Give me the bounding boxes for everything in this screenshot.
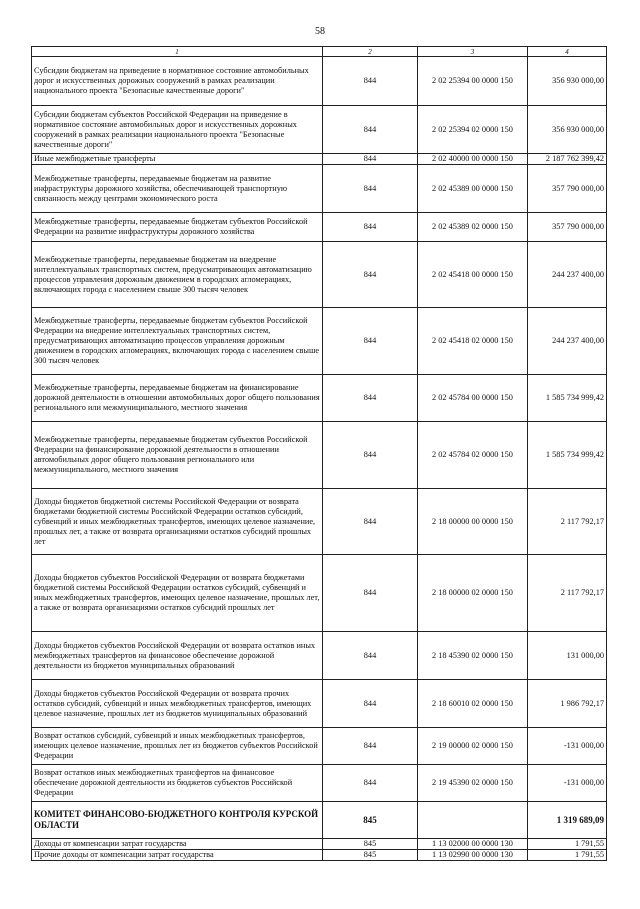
table-header-row	[32, 47, 607, 57]
table-row	[32, 802, 607, 839]
row-name-cell: Межбюджетные трансферты, передаваемые бюджетам субъектов Российской Федерации на финансирование дорожной деятельности в отношении автомобильных дорог общего пользования регионального или межмуниципального, местного значения	[32, 422, 323, 489]
header-col-3: 3	[418, 47, 528, 57]
table-row	[32, 765, 607, 802]
table-row	[32, 213, 607, 242]
row-name-cell: Доходы бюджетов субъектов Российской Федерации от возврата прочих остатков субсидий, субвенций и иных межбюджетных трансфертов, имеющих целевое назначение, прошлых лет из бюджетов муниципальных образований	[32, 680, 323, 728]
table-row	[32, 728, 607, 765]
row-amount-cell: 1 791,55	[528, 839, 607, 850]
row-admin-cell: 844	[323, 165, 418, 213]
row-code-cell: 2 18 60010 02 0000 150	[418, 680, 528, 728]
row-code-cell: 2 02 45389 00 0000 150	[418, 165, 528, 213]
row-amount-cell: 1 319 689,09	[528, 802, 607, 839]
row-code-cell: 1 13 02990 00 0000 130	[418, 850, 528, 861]
row-admin-cell: 844	[323, 375, 418, 422]
row-amount-cell: 2 117 792,17	[528, 489, 607, 555]
table-row	[32, 632, 607, 680]
row-amount-cell: 357 790 000,00	[528, 165, 607, 213]
row-admin-cell: 844	[323, 632, 418, 680]
row-name-cell: Межбюджетные трансферты, передаваемые бюджетам субъектов Российской Федерации на внедрение интеллектуальных транспортных систем, предусматривающих автоматизацию процессов управления дорожным движением в городских агломерациях, включающих города с населением свыше 300 тысяч человек	[32, 308, 323, 375]
row-code-cell: 2 02 25394 02 0000 150	[418, 106, 528, 154]
revenue-table	[31, 46, 607, 861]
row-admin-cell: 844	[323, 57, 418, 106]
row-amount-cell: -131 000,00	[528, 728, 607, 765]
row-amount-cell: 357 790 000,00	[528, 213, 607, 242]
row-name-cell: Доходы бюджетов бюджетной системы Российской Федерации от возврата бюджетами бюджетной системы Российской Федерации остатков субсидий, субвенций и иных межбюджетных трансфертов, имеющих целевое назначение, прошлых лет, а также от возврата организациями остатков субсидий прошлых лет	[32, 489, 323, 555]
row-code-cell: 2 19 00000 02 0000 150	[418, 728, 528, 765]
row-amount-cell: 1 585 734 999,42	[528, 375, 607, 422]
row-amount-cell: 356 930 000,00	[528, 57, 607, 106]
table-row	[32, 839, 607, 850]
header-col-4: 4	[528, 47, 607, 57]
table-row	[32, 165, 607, 213]
row-name-cell: Возврат остатков субсидий, субвенций и иных межбюджетных трансфертов, имеющих целевое назначение, прошлых лет из бюджетов субъектов Российской Федерации	[32, 728, 323, 765]
row-admin-cell: 844	[323, 680, 418, 728]
row-code-cell: 2 02 40000 00 0000 150	[418, 154, 528, 165]
row-admin-cell: 844	[323, 154, 418, 165]
row-admin-cell: 844	[323, 422, 418, 489]
row-amount-cell: 2 117 792,17	[528, 555, 607, 632]
row-code-cell: 2 02 25394 00 0000 150	[418, 57, 528, 106]
row-admin-cell: 845	[323, 850, 418, 861]
row-code-cell: 2 02 45389 02 0000 150	[418, 213, 528, 242]
row-code-cell: 1 13 02000 00 0000 130	[418, 839, 528, 850]
row-code-cell: 2 02 45784 02 0000 150	[418, 422, 528, 489]
row-name-cell: Субсидии бюджетам на приведение в нормативное состояние автомобильных дорог и искусственных дорожных сооружений в рамках реализации национального проекта "Безопасные качественные дороги"	[32, 57, 323, 106]
row-code-cell: 2 18 00000 02 0000 150	[418, 555, 528, 632]
row-name-cell: Прочие доходы от компенсации затрат государства	[32, 850, 323, 861]
row-name-cell: Иные межбюджетные трансферты	[32, 154, 323, 165]
row-amount-cell: 1 986 792,17	[528, 680, 607, 728]
row-name-cell: Доходы бюджетов субъектов Российской Федерации от возврата бюджетами бюджетной системы Российской Федерации остатков субсидий, субвенций и иных межбюджетных трансфертов, имеющих целевое назначение, прошлых лет, а также от возврата организациями остатков субсидий прошлых лет	[32, 555, 323, 632]
row-name-cell: Субсидии бюджетам субъектов Российской Федерации на приведение в нормативное состояние автомобильных дорог и искусственных дорожных сооружений в рамках реализации национального проекта "Безопасные качественные дороги"	[32, 106, 323, 154]
row-code-cell	[418, 802, 528, 839]
table-row	[32, 489, 607, 555]
row-code-cell: 2 18 00000 00 0000 150	[418, 489, 528, 555]
row-code-cell: 2 02 45784 00 0000 150	[418, 375, 528, 422]
row-name-cell: Межбюджетные трансферты, передаваемые бюджетам на внедрение интеллектуальных транспортных систем, предусматривающих автоматизацию процессов управления дорожным движением в городских агломерациях, включающих города с населением свыше 300 тысяч человек	[32, 242, 323, 308]
row-code-cell: 2 02 45418 02 0000 150	[418, 308, 528, 375]
table-row	[32, 850, 607, 861]
row-amount-cell: 244 237 400,00	[528, 308, 607, 375]
table-row	[32, 555, 607, 632]
row-name-cell: КОМИТЕТ ФИНАНСОВО-БЮДЖЕТНОГО КОНТРОЛЯ КУРСКОЙ ОБЛАСТИ	[32, 802, 323, 839]
row-amount-cell: 1 585 734 999,42	[528, 422, 607, 489]
row-admin-cell: 844	[323, 765, 418, 802]
row-name-cell: Возврат остатков иных межбюджетных трансфертов на финансовое обеспечение дорожной деятельности из бюджетов субъектов Российской Федерации	[32, 765, 323, 802]
table-row	[32, 154, 607, 165]
row-amount-cell: 2 187 762 399,42	[528, 154, 607, 165]
row-admin-cell: 845	[323, 839, 418, 850]
row-amount-cell: 244 237 400,00	[528, 242, 607, 308]
row-name-cell: Доходы бюджетов субъектов Российской Федерации от возврата остатков иных межбюджетных трансфертов на финансовое обеспечение дорожной деятельности из бюджетов муниципальных образований	[32, 632, 323, 680]
row-admin-cell: 845	[323, 802, 418, 839]
row-code-cell: 2 02 45418 00 0000 150	[418, 242, 528, 308]
row-code-cell: 2 19 45390 02 0000 150	[418, 765, 528, 802]
row-name-cell: Межбюджетные трансферты, передаваемые бюджетам на развитие инфраструктуры дорожного хозяйства, обеспечивающей транспортную связанность между центрами экономического роста	[32, 165, 323, 213]
row-amount-cell: 356 930 000,00	[528, 106, 607, 154]
table-row	[32, 375, 607, 422]
table-row	[32, 242, 607, 308]
row-amount-cell: 1 791,55	[528, 850, 607, 861]
row-amount-cell: 131 000,00	[528, 632, 607, 680]
row-name-cell: Межбюджетные трансферты, передаваемые бюджетам субъектов Российской Федерации на развитие инфраструктуры дорожного хозяйства	[32, 213, 323, 242]
table-row	[32, 57, 607, 106]
row-admin-cell: 844	[323, 242, 418, 308]
row-admin-cell: 844	[323, 213, 418, 242]
page-number: 58	[315, 26, 325, 37]
table-row	[32, 106, 607, 154]
header-col-2: 2	[323, 47, 418, 57]
row-amount-cell: -131 000,00	[528, 765, 607, 802]
header-col-1: 1	[32, 47, 323, 57]
table-row	[32, 308, 607, 375]
table-row	[32, 680, 607, 728]
row-code-cell: 2 18 45390 02 0000 150	[418, 632, 528, 680]
row-admin-cell: 844	[323, 489, 418, 555]
row-name-cell: Доходы от компенсации затрат государства	[32, 839, 323, 850]
row-admin-cell: 844	[323, 728, 418, 765]
row-admin-cell: 844	[323, 555, 418, 632]
row-admin-cell: 844	[323, 308, 418, 375]
row-admin-cell: 844	[323, 106, 418, 154]
table-row	[32, 422, 607, 489]
row-name-cell: Межбюджетные трансферты, передаваемые бюджетам на финансирование дорожной деятельности в отношении автомобильных дорог общего пользования регионального или межмуниципального, местного значения	[32, 375, 323, 422]
